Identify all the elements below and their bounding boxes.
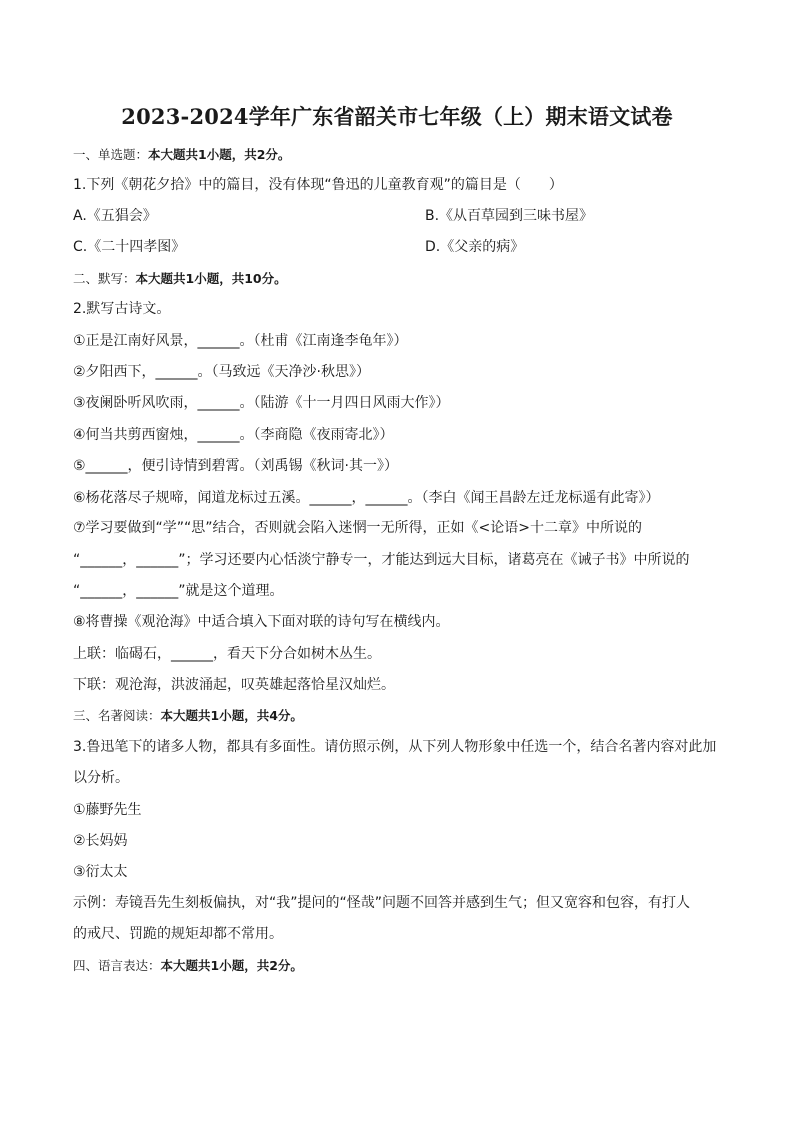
section-prefix: 二、默写： [73, 271, 136, 286]
q2-line: 下联：观沧海，洪波涌起，叹英雄起落恰星汉灿烂。 [73, 677, 395, 693]
q2-line: ②夕阳西下，______。（马致远《天净沙·秋思》） [73, 364, 370, 380]
q3-line: ①藤野先生 [73, 802, 142, 818]
q2-line: ①正是江南好风景，______。（杜甫《江南逢李龟年》） [73, 333, 408, 349]
question-1-stem: 1.下列《朝花夕拾》中的篇目，没有体现“鲁迅的儿童教育观”的篇目是（ ） [73, 177, 563, 193]
q1-options-row-1 [73, 206, 754, 226]
section-1-heading [73, 145, 754, 165]
q3-line: 以分析。 [73, 770, 129, 786]
q3-line: ②长妈妈 [73, 833, 128, 849]
section-info: 本大题共1小题，共2分。 [160, 958, 303, 973]
option-a: A.《五猖会》 [73, 208, 157, 224]
q3-line: 的戒尺、罚跪的规矩却都不常用。 [73, 926, 283, 942]
q2-line: ⑧将曹操《观沧海》中适合填入下面对联的诗句写在横线内。 [73, 614, 450, 630]
option-d: D.《父亲的病》 [425, 239, 525, 255]
q1-options-row-2 [73, 237, 754, 257]
section-2-heading [73, 269, 754, 289]
q2-line: “______，______”就是这个道理。 [73, 583, 284, 599]
option-b: B.《从百草园到三味书屋》 [425, 208, 594, 224]
q2-line: 上联：临碣石，______，看天下分合如树木丛生。 [73, 646, 381, 662]
q2-line: ③夜阑卧听风吹雨，______。（陆游《十一月四日风雨大作》） [73, 395, 450, 411]
q3-line: 示例：寿镜吾先生刻板偏执，对“我”提问的“怪哉”问题不回答并感到生气；但又宽容和包容，有打人 [73, 895, 691, 911]
section-prefix: 三、名著阅读： [73, 708, 161, 723]
section-3-heading [73, 706, 754, 726]
section-info: 本大题共1小题，共10分。 [135, 271, 287, 286]
option-c: C.《二十四孝图》 [73, 239, 186, 255]
q3-line: 3.鲁迅笔下的诸多人物，都具有多面性。请仿照示例，从下列人物形象中任选一个，结合名著内容对此加 [73, 739, 717, 755]
exam-title: 2023-2024学年广东省韶关市七年级（上）期末语文试卷 [121, 104, 673, 129]
section-info: 本大题共1小题，共2分。 [148, 147, 291, 162]
q2-line: “______，______”；学习还要内心恬淡宁静专一，才能达到远大目标，诸葛亮在《诫子书》中所说的 [73, 552, 690, 568]
question-2-stem: 2.默写古诗文。 [73, 301, 171, 317]
section-prefix: 一、单选题： [73, 147, 149, 162]
section-prefix: 四、语言表达： [73, 958, 161, 973]
q2-line: ⑦学习要做到“学”“思”结合，否则就会陷入迷惘一无所得，正如《<论语>十二章》中所说的 [73, 520, 643, 536]
q2-line: ⑥杨花落尽子规啼，闻道龙标过五溪。______，______。（李白《闻王昌龄左迁龙标遥有此寄》） [73, 490, 660, 506]
q2-line: ④何当共剪西窗烛，______。（李商隐《夜雨寄北》） [73, 427, 394, 443]
section-info: 本大题共1小题，共4分。 [160, 708, 303, 723]
q2-line: ⑤______，便引诗情到碧霄。（刘禹锡《秋词·其一》） [73, 458, 398, 474]
section-4-heading [73, 956, 754, 976]
q3-line: ③衍太太 [73, 864, 128, 880]
